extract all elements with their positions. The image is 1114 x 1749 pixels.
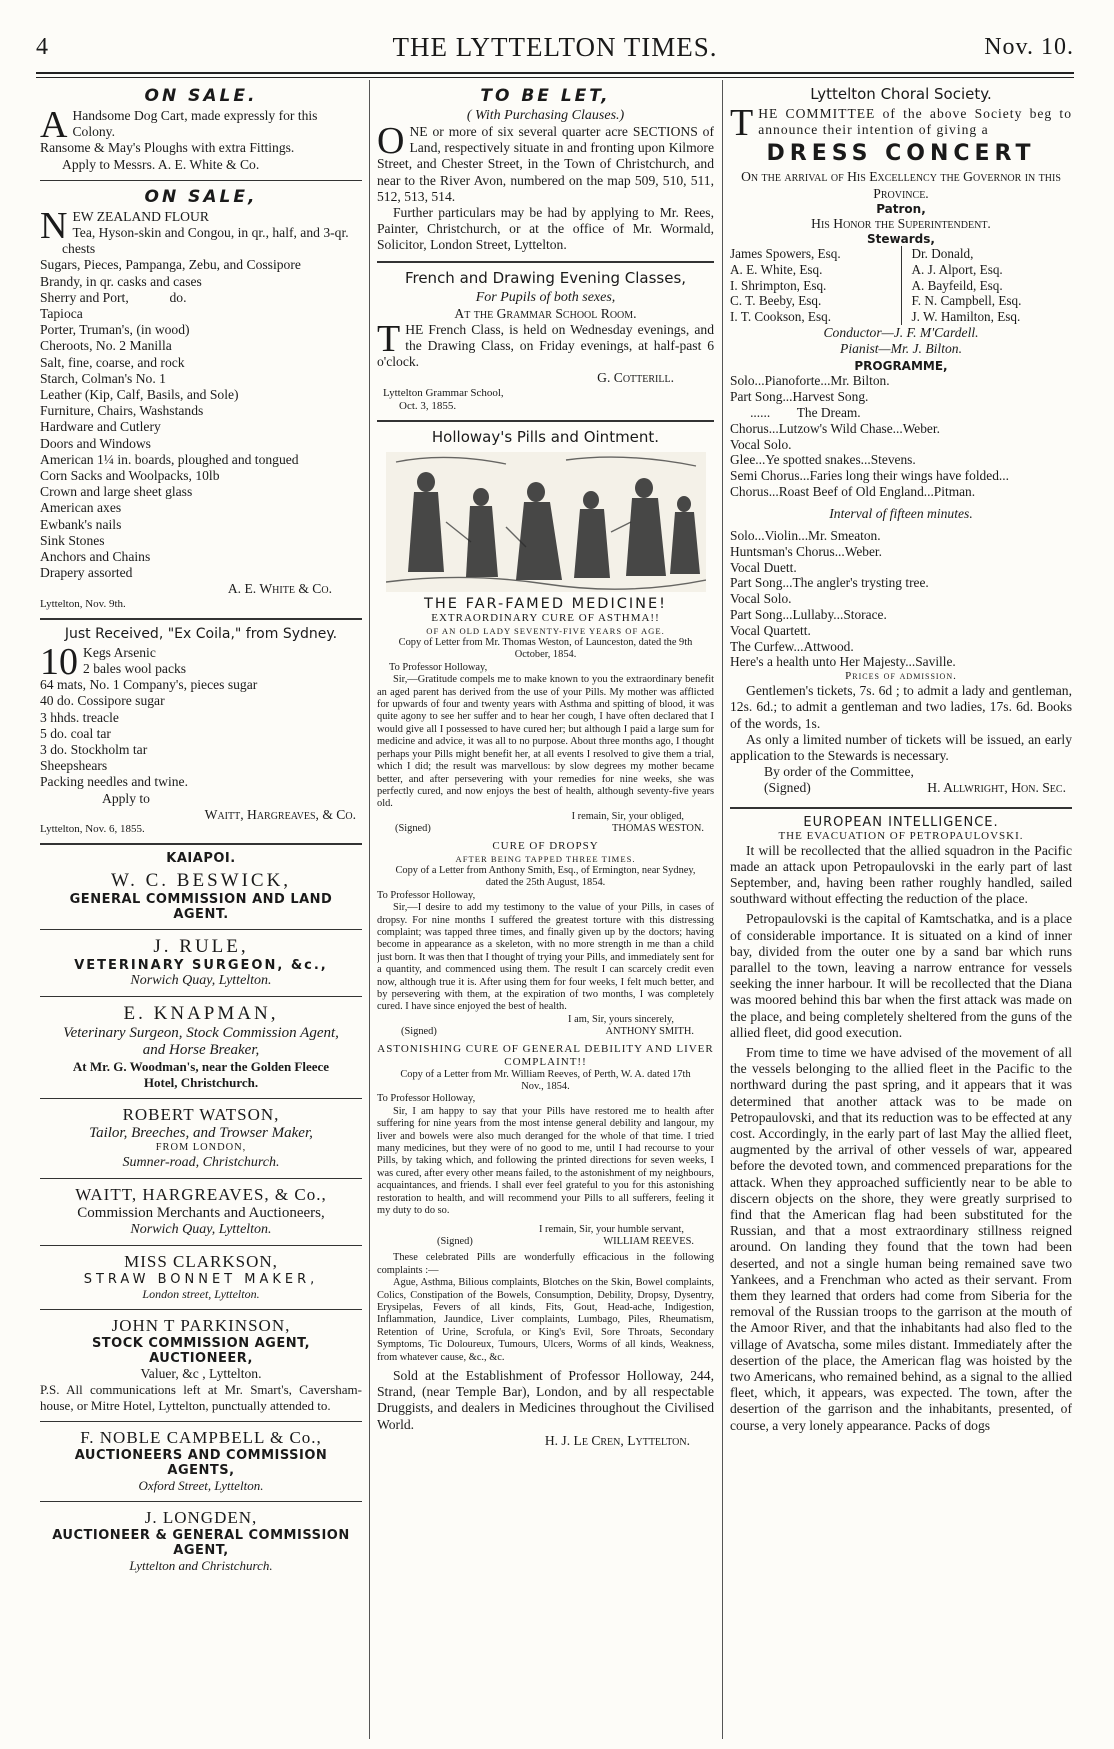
secretary-name: H. Allwright, Hon. Sec. (927, 780, 1066, 796)
steward-name: I. T. Cookson, Esq. (730, 309, 831, 325)
signer-name: THOMAS WESTON. (612, 823, 704, 835)
ad-dateline: Lyttelton, Nov. 9th. (40, 597, 126, 610)
signer-name: WILLIAM REEVES. (603, 1235, 694, 1247)
masthead-rule (36, 72, 1074, 78)
column-divider (722, 80, 723, 1739)
list-item: Corn Sacks and Woolpacks, 10lb (40, 468, 220, 484)
advertisement-flour (40, 204, 362, 611)
list-item: Sheepshears (40, 758, 108, 774)
list-item: Tea, Hyson-skin and Congou, in qr., half, and 3-qr. chests (62, 225, 349, 257)
card-name: J. RULE, (153, 935, 249, 957)
list-item: 64 mats, No. 1 Company's, pieces sugar (40, 677, 258, 693)
letter-subheading: AFTER BEING TAPPED THREE TIMES. (455, 853, 636, 864)
list-item: Brandy, in qr. casks and cases (40, 273, 202, 289)
ad-subheading: OF AN OLD LADY SEVENTY-FIVE YEARS OF AGE. (426, 625, 665, 636)
card-address: London street, Lyttelton. (142, 1286, 260, 1301)
ad-heading: TO BE LET, (480, 86, 611, 106)
ad-heading: ON SALE. (144, 86, 258, 106)
issue-date: Nov. 10. (984, 34, 1074, 60)
ad-heading: Lyttelton Choral Society. (810, 85, 992, 103)
concert-occasion: On the arrival of His Excellency the Governor in this Province. (741, 169, 1061, 201)
letter-signature (377, 1236, 714, 1248)
steward-name: C. T. Beeby, Esq. (730, 293, 822, 309)
card-role: and Horse Breaker, (142, 1041, 260, 1058)
card-role: VETERINARY SURGEON, &c., (74, 957, 328, 973)
programme-item: Vocal Solo. (730, 591, 792, 607)
list-item: Sink Stones (40, 532, 105, 548)
ad-text: Handsome Dog Cart, made expressly for this Colony. (72, 108, 318, 140)
card-address: Sumner-road, Christchurch. (122, 1154, 280, 1170)
programme-item: Here's a health unto Her Majesty...Saville. (730, 654, 956, 670)
steward-name: James Spowers, Esq. (730, 246, 841, 262)
list-item: 2 bales wool packs (83, 660, 187, 676)
interval-note: Interval of fifteen minutes. (829, 505, 973, 521)
card-name: MISS CLARKSON, (124, 1251, 278, 1271)
ticket-notice: As only a limited number of tickets will be issued, an early application to the Stewards is necessary. (730, 731, 1072, 763)
card-role: Commission Merchants and Auctioneers, (77, 1204, 325, 1221)
card-address: Oxford Street, Lyttelton. (138, 1478, 264, 1494)
programme-item: Solo...Pianoforte...Mr. Bilton. (730, 373, 890, 389)
article-paragraph: Petropaulovski is the capital of Kamtschatka, and is a place of considerable importance. It is situated on a kind of inner bay, divided from the outer one by a sand bar which runs parallel to the town, leaving a narrow entrance for vessels seeking the inner harbour. It will be recollected that the Diana was moored behind this bar when the first attack was made on the place, and being completely sheltered from the guns of the allied fleet, did good execution. (730, 911, 1072, 1040)
card-address: Hotel, Christchurch. (143, 1075, 259, 1091)
ad-agent: H. J. Le Cren, Lyttelton. (544, 1432, 690, 1448)
ad-text: Apply to (102, 790, 150, 806)
ad-text: These celebrated Pills are wonderfully efficacious in the following complaints :— (377, 1252, 714, 1276)
masthead (36, 30, 1074, 70)
patron-label: Patron, (876, 201, 926, 216)
programme-label: PROGRAMME, (854, 359, 948, 374)
programme-part-1 (730, 373, 1072, 499)
ad-location: At the Grammar School Room. (454, 305, 637, 321)
programme-item: Solo...Violin...Mr. Smeaton. (730, 527, 881, 543)
ad-text: HE French Class, is held on Wednesday evenings, and the Drawing Class, on Friday evenings, at half-past 6 o'clock. (377, 321, 714, 370)
page-number: 4 (36, 34, 48, 60)
programme-item: Part Song...Harvest Song. (730, 389, 869, 405)
list-item: Crown and large sheet glass (40, 484, 193, 500)
list-item: Anchors and Chains (40, 549, 151, 565)
card-address: Lyttelton and Christchurch. (129, 1558, 273, 1574)
article-subheading: THE EVACUATION OF PETROPAULOVSKI. (778, 829, 1024, 842)
list-item: 3 do. Stockholm tar (40, 741, 148, 757)
letter-salutation: To Professor Holloway, (377, 1093, 476, 1105)
list-item: Sugars, Pieces, Pampanga, Zebu, and Cossipore (40, 257, 301, 273)
card-role: AUCTIONEER & GENERAL COMMISSION AGENT, (52, 1528, 350, 1559)
drop-cap: T (730, 102, 754, 144)
programme-item: Vocal Solo. (730, 436, 792, 452)
programme-item: Huntsman's Chorus...Weber. (730, 543, 882, 559)
steward-name: A. J. Alport, Esq. (911, 261, 1003, 277)
ad-text: Further particulars may be had by applying to Mr. Rees, Painter, Christchurch, or at the office of Mr. Wormald, Solicitor, London Street, Lyttelton. (377, 205, 714, 253)
card-name: JOHN T PARKINSON, (111, 1315, 291, 1335)
card-name: E. KNAPMAN, (123, 1002, 279, 1024)
letter-close: I remain, Sir, your obliged, (571, 810, 684, 822)
list-item: 40 do. Cossipore sugar (40, 693, 165, 709)
stewards-label: Stewards, (867, 232, 935, 247)
ad-heading: Just Received, "Ex Coila," from Sydney. (64, 625, 338, 642)
ad-text: NE or more of six several quarter acre SECTIONS of Land, respectively situate in and fronting upon Kilmore Street, and Chester Street, in the Town of Christchurch, and near to the River Avon, numbered on the map 509, 510, 511, 512, 513, 514. (377, 124, 714, 204)
ad-heading: French and Drawing Evening Classes, (404, 268, 687, 287)
steward-name: Dr. Donald, (911, 246, 974, 262)
signed-label: (Signed) (437, 1235, 473, 1247)
card-from: FROM LONDON, (155, 1142, 247, 1154)
ad-dateline: Lyttelton Grammar School, (383, 386, 504, 399)
column-divider (369, 80, 370, 1739)
letter-close: I remain, Sir, your humble servant, (538, 1223, 684, 1235)
signed-label: (Signed) (764, 780, 811, 796)
prices-label: Prices of admission. (845, 670, 957, 683)
letter-source: Copy of a Letter from Anthony Smith, Esq., of Ermington, near Sydney, dated the 25th August, 1854. (395, 864, 696, 889)
letter-body: Sir, I am happy to say that your Pills have restored me to health after suffering for nine years from the most intense general debility and langour, my liver and bowels were also much deranged for the whole of that time. I tried many medicines, but they were of no good to me, until I had recourse to your Pills, by taking which, and following the printed directions for seven weeks, I was cured, after every other means failed, to the astonishment of my neighbours, acquaintances, and friends. I shall ever feel grateful to you for this astonishing restoration to health, and will recommend your Pills to all sufferers, feeling it my duty to do so. (377, 1105, 714, 1217)
list-item: Packing needles and twine. (40, 774, 188, 790)
list-item: Doors and Windows (40, 435, 151, 451)
ad-heading: ON SALE, (144, 186, 258, 207)
concert-title: DRESS CONCERT (766, 141, 1036, 167)
ad-contact: Apply to Messrs. A. E. White & Co. (62, 156, 260, 172)
card-role: GENERAL COMMISSION AND LAND AGENT. (69, 891, 333, 922)
list-item: American axes (40, 500, 122, 516)
letter-close: I am, Sir, yours sincerely, (568, 1013, 674, 1025)
advertisement-dog-cart (40, 104, 362, 173)
steward-name: F. N. Campbell, Esq. (911, 293, 1022, 309)
letter-signature (377, 1026, 714, 1038)
programme-item: Vocal Duett. (730, 559, 797, 575)
column-1 (40, 82, 362, 1739)
drop-cap: O (377, 120, 405, 162)
programme-item: Chorus...Lutzow's Wild Chase...Weber. (730, 420, 940, 436)
list-item: Starch, Colman's No. 1 (40, 370, 166, 386)
column-3 (730, 82, 1072, 1739)
letter-body: Sir,—Gratitude compels me to make known to you the extraordinary benefit an aged parent has derived from the use of your Pills. My mother was afflicted for upwards of four and twenty years with Asthma and spitting of blood, it was quite agony to see her suffer and to hear her cough, I have often declared that I would give all I possessed to have cured her; but although I paid a large sum for medicine and advice, it was all to no purpose. About three months ago, I thought perhaps your Pills might benefit her, at all events I resolved to give them a trial, which I did; the result was marvellous: by slow degrees my mother became better, and after persevering with your remedies for nine weeks, she was perfectly cured, and now enjoys the best of health, although seventy-five years old. (377, 674, 714, 810)
programme-item: Semi Chorus...Faries long their wings have folded... (730, 468, 1009, 484)
ad-title: EW ZEALAND FLOUR (72, 208, 209, 224)
letter-heading: CURE OF DROPSY (492, 839, 599, 852)
list-item: Kegs Arsenic (83, 644, 156, 660)
list-item: Porter, Truman's, (in wood) (40, 322, 190, 338)
committee-signature (730, 780, 1072, 796)
list-item: American 1¼ in. boards, ploughed and tongued (40, 451, 299, 467)
card-name: W. C. BESWICK, (110, 869, 292, 891)
ad-complaint-list: Ague, Asthma, Bilious complaints, Blotches on the Skin, Bowel complaints, Colics, Constipation of the Bowels, Consumption, Debility, Dropsy, Dysentry, Erysipelas, Fevers of all kinds, Fits, Gout, Head-ache, Indigestion, Inflammation, Jaundice, Liver complaints, Lumbago, Piles, Rheumatism, Retention of Urine, Scrofula, or King's Evil, Sore Throats, Secondary Symptoms, Tic Doloureux, Tumours, Ulcers, Worms of all kinds, Weakness, from whatever cause, &c., &c. (377, 1277, 714, 1363)
programme-item: ...... The Dream. (730, 405, 861, 420)
programme-item: The Curfew...Attwood. (730, 638, 854, 654)
programme-item: Chorus...Roast Beef of Old England...Pitman. (730, 483, 976, 499)
card-address: Norwich Quay, Lyttelton. (130, 972, 272, 988)
letter-source: Copy of a Letter from Mr. William Reeves, of Perth, W. A. dated 17th Nov., 1854. (400, 1068, 691, 1093)
card-address: At Mr. G. Woodman's, near the Golden Fleece (72, 1058, 330, 1074)
advertisement-dress-concert (730, 102, 1072, 144)
list-item: Furniture, Chairs, Washstands (40, 403, 204, 419)
card-place: KAIAPOI. (166, 850, 236, 866)
article-paragraph: From time to time we have advised of the movement of all the vessels belonging to the allied fleet in the Pacific to the northward during the past spring, and it appears that it was determined that another attack was to be made on Petropaulovski, and that its reduction was to be effected at any cost. Accordingly, in the early part of last May the allied fleet, augmented by the arrival of other vessels of war, appeared before the devoted town, and commenced preparations for the attack. When they approached sufficiently near to be able to discern objects on the shore, they were greatly surprised to find that the American flag had been substituted for the Russian, and that a most extraordinary stillness reigned around. On landing they found that the town had been deserted, and not a single human being remained save two Yankees, and a Frenchman who acted as their servant. From them they learned that orders had come from Siberia for the removal of the Russian troops to the garrison at the mouth of the Amoor River, and that the inhabitants had also fled to the village of Avatscha, some miles distant. Immediately after the desertion of the place, the American flag was hoisted by the two Americans, who remained behind, as a signal to the allied fleet, which, it appears, was expected. The town, after the desertion of the garrison and the inhabitants, presented, of course, a very lonely appearance. Packs of dogs (730, 1045, 1072, 1433)
card-role: STRAW BONNET MAKER, (83, 1271, 319, 1287)
newspaper-title: THE LYTTELTON TIMES. (392, 32, 718, 62)
ad-subheading: ( With Purchasing Clauses.) (466, 108, 625, 123)
steward-name: A. Bayfeild, Esq. (911, 277, 1003, 293)
card-name: J. LONGDEN, (144, 1508, 258, 1528)
signed-label: (Signed) (401, 1026, 437, 1038)
drop-cap: N (40, 204, 68, 247)
advertisement-to-let (377, 120, 714, 254)
ad-signer: A. E. White & Co. (227, 581, 332, 597)
card-note: P.S. All communications left at Mr. Smart's, Caversham-house, or Mitre Hotel, Lyttelton, punctually attended to. (40, 1381, 362, 1414)
programme-part-2 (730, 528, 1072, 670)
letter-body: Sir,—I desire to add my testimony to the value of your Pills, in cases of dropsy. For nine months I suffered the greatest torture with this distressing complaint; was tapped three times, and finally given up by the doctors; having become in appearance as a skeleton, with no more strength in me than a child just born. It was then that I thought of trying your Pills, and immediately sent for a quantity, and commenced using them. The result I can scarcely credit even now, although true it is. After using them for four weeks, I felt much better, and by persevering with them, at the expiration of two months, I was completely cured. I have since enjoyed the best of health. (377, 902, 714, 1013)
ticket-prices: Gentlemen's tickets, 7s. 6d ; to admit a lady and gentleman, 12s. 6d.; to admit a gentleman and two ladies, 17s. 6d. Books of the words, 1s. (730, 683, 1072, 731)
card-role: AUCTIONEERS AND COMMISSION AGENTS, (74, 1448, 328, 1479)
list-item: Cheroots, No. 2 Manilla (40, 338, 172, 354)
ad-subheading: For Pupils of both sexes, (475, 289, 616, 305)
medicine-illustration (386, 452, 706, 592)
ad-banner: THE FAR-FAMED MEDICINE! (424, 595, 667, 612)
ad-text: Sold at the Establishment of Professor Holloway, 244, Strand, (near Temple Bar), London, and by all respectable Druggists, and dealers in Medicines throughout the Civilised World. (377, 1367, 714, 1432)
card-address: Norwich Quay, Lyttelton. (130, 1221, 272, 1237)
letter-heading: ASTONISHING CURE OF GENERAL DEBILITY AND LIVER COMPLAINT!! (377, 1042, 714, 1068)
drop-cap: T (377, 317, 401, 360)
advertisement-ex-coila (40, 640, 362, 836)
article-paragraph: It will be recollected that the allied squadron in the Pacific made an attack upon Petropaulovski in the early part of last September, and, having been rather roughly handled, sailed southward without effecting the reduction of the place. (730, 842, 1072, 907)
list-item: Sherry and Port, do. (40, 289, 187, 305)
list-item: Tapioca (40, 306, 83, 322)
letter-signature (377, 823, 714, 835)
card-role: Valuer, &c , Lyttelton. (140, 1365, 262, 1381)
card-role: Veterinary Surgeon, Stock Commission Agent, (63, 1024, 339, 1041)
list-item: Leather (Kip, Calf, Basils, and Sole) (40, 387, 239, 403)
steward-name: J. W. Hamilton, Esq. (911, 309, 1021, 325)
list-item: Drapery assorted (40, 565, 133, 581)
column-2 (377, 82, 714, 1739)
drop-cap: A (40, 104, 68, 146)
pianist: Pianist—Mr. J. Bilton. (840, 341, 962, 357)
signed-label: (Signed) (395, 823, 431, 835)
stewards-list (730, 246, 1072, 325)
conductor: Conductor—J. F. M'Cardell. (823, 325, 979, 340)
article-heading: EUROPEAN INTELLIGENCE. (803, 814, 999, 830)
card-name: WAITT, HARGREAVES, & Co., (75, 1184, 327, 1204)
advertisement-french-classes (377, 317, 714, 413)
list-item: 5 do. coal tar (40, 725, 111, 741)
list-item: Salt, fine, coarse, and rock (40, 354, 185, 370)
ad-dateline: Oct. 3, 1855. (399, 399, 457, 412)
letter-salutation: To Professor Holloway, (389, 661, 488, 673)
list-item: Ewbank's nails (40, 516, 122, 532)
list-item: Hardware and Cutlery (40, 419, 161, 435)
ad-text: Ransome & May's Ploughs with extra Fittings. (40, 140, 295, 156)
letter-source: Copy of Letter from Mr. Thomas Weston, of Launceston, dated the 9th October, 1854. (398, 637, 693, 661)
steward-name: A. E. White, Esq. (730, 261, 823, 277)
ad-text: HE COMMITTEE of the above Society beg to announce their intention of giving a (758, 106, 1072, 138)
ad-subheading: EXTRAORDINARY CURE OF ASTHMA!! (431, 611, 660, 624)
steward-name: I. Shrimpton, Esq. (730, 277, 827, 293)
list-item: 3 hhds. treacle (40, 709, 119, 725)
drop-cap: 10 (40, 640, 78, 683)
card-role: Tailor, Breeches, and Trowser Maker, (89, 1125, 313, 1142)
card-name: F. NOBLE CAMPBELL & Co., (80, 1428, 322, 1448)
ad-signer: G. Cotterill. (597, 370, 674, 386)
programme-item: Part Song...Lullaby...Storace. (730, 606, 887, 622)
programme-item: Vocal Quartett. (730, 622, 811, 638)
patron-name: His Honor the Superintendent. (811, 215, 991, 231)
programme-item: Glee...Ye spotted snakes...Stevens. (730, 452, 916, 468)
card-role: STOCK COMMISSION AGENT, AUCTIONEER, (91, 1335, 311, 1366)
committee-order: By order of the Committee, (764, 764, 914, 780)
programme-item: Part Song...The angler's trysting tree. (730, 575, 929, 591)
ad-dateline: Lyttelton, Nov. 6, 1855. (40, 822, 145, 835)
signer-name: ANTHONY SMITH. (605, 1026, 694, 1038)
ad-signer: Waitt, Hargreaves, & Co. (204, 806, 356, 822)
card-name: ROBERT WATSON, (122, 1105, 280, 1125)
ad-heading: Holloway's Pills and Ointment. (431, 427, 660, 446)
letter-salutation: To Professor Holloway, (377, 889, 476, 901)
